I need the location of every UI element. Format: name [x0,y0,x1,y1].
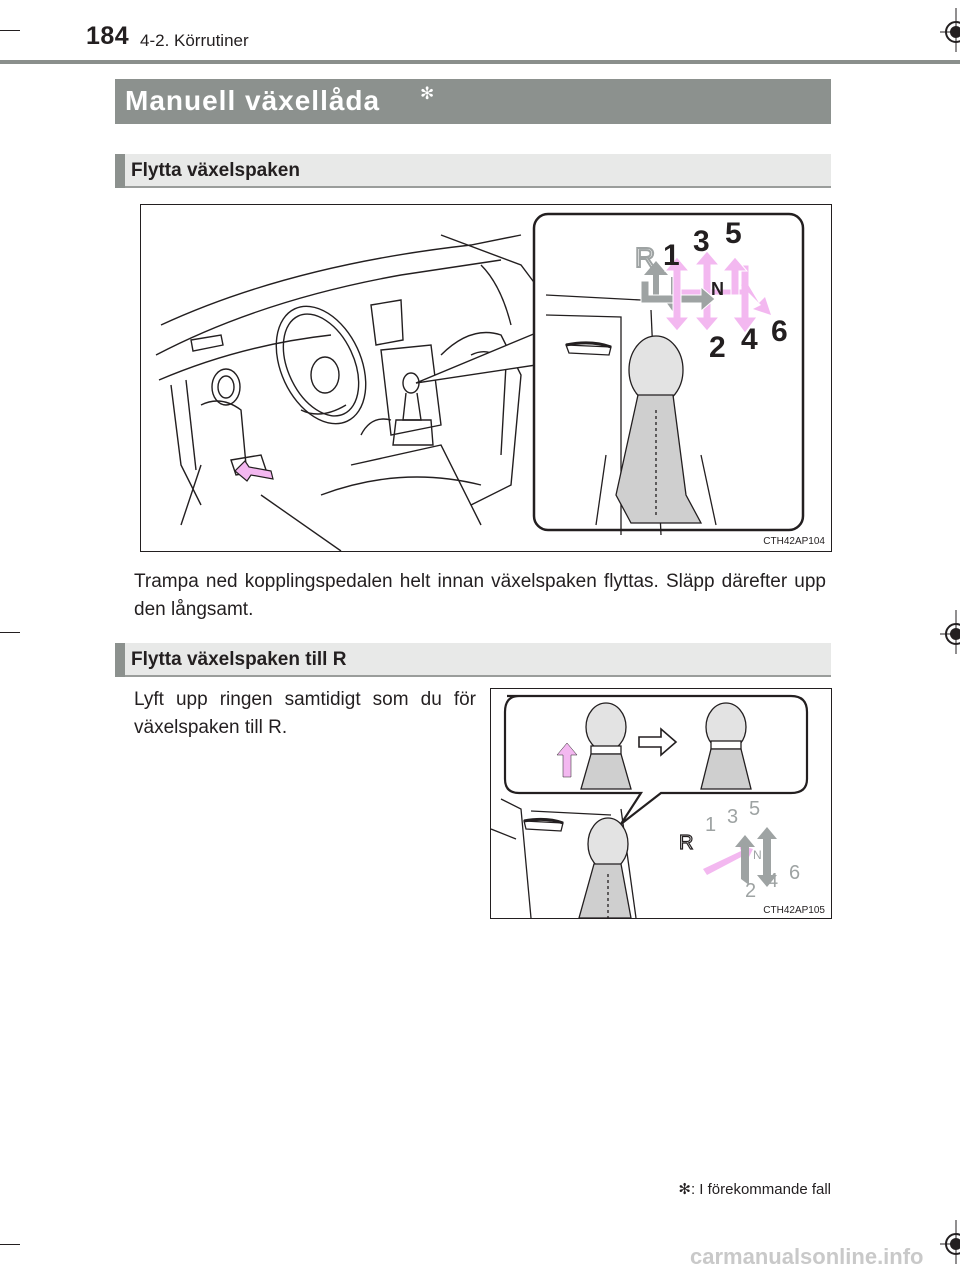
header-divider [0,60,960,64]
registration-mark-icon [936,8,960,52]
gear-label-1: 1 [663,239,680,272]
figure-code: CTH42AP105 [763,905,825,916]
figure-gear-shift-overview [140,204,832,552]
figure-shift-to-reverse [490,688,832,919]
subheading-move-lever [115,154,831,188]
subheading-accent [115,154,125,188]
subheading-move-lever-to-r [115,643,831,677]
small-gear-label-3: 3 [727,806,739,828]
title-footnote-mark: ✻ [420,84,435,103]
gear-label-4: 4 [741,323,758,356]
registration-mark-icon [936,610,960,654]
footnote [678,1180,831,1198]
reverse-shift-illustration [491,689,831,918]
small-gear-label-2: 2 [745,880,757,902]
gear-label-5: 5 [725,217,742,250]
page-number: 184 [86,22,130,50]
gear-label-n: N [711,279,724,299]
car-interior-illustration [141,205,831,551]
gear-label-2: 2 [709,331,726,364]
small-gear-label-6: 6 [789,862,801,884]
subheading-accent [115,643,125,677]
crop-mark [0,632,20,633]
subheading-label: Flytta växelspaken till R [131,649,347,670]
watermark: carmanualsonline.info [690,1244,924,1269]
figure-code: CTH42AP104 [763,536,825,547]
page-title: Manuell växellåda [125,85,381,116]
crop-mark [0,30,20,31]
subheading-label: Flytta växelspaken [131,160,300,181]
section-reference: 4-2. Körrutiner [140,31,249,50]
gear-label-3: 3 [693,225,710,258]
small-gear-label-r: R [679,832,694,854]
small-gear-label-n: N [753,848,762,862]
instruction-text: Trampa ned kopplingspedalen helt innan växelspaken flyttas. Släpp därefter upp den långsamt. [134,571,826,620]
gear-label-r: R [635,242,656,273]
footnote-mark: ✻ [678,1181,691,1198]
registration-mark-icon [936,1220,960,1264]
crop-mark [0,1244,20,1245]
small-gear-label-1: 1 [705,814,717,836]
reverse-instruction-text: Lyft upp ringen samtidigt som du för växelspaken till R. [134,689,476,738]
footnote-text: : I förekommande fall [690,1181,831,1198]
small-gear-label-5: 5 [749,798,761,820]
gear-label-6: 6 [771,315,788,348]
small-gear-label-4: 4 [767,870,779,892]
